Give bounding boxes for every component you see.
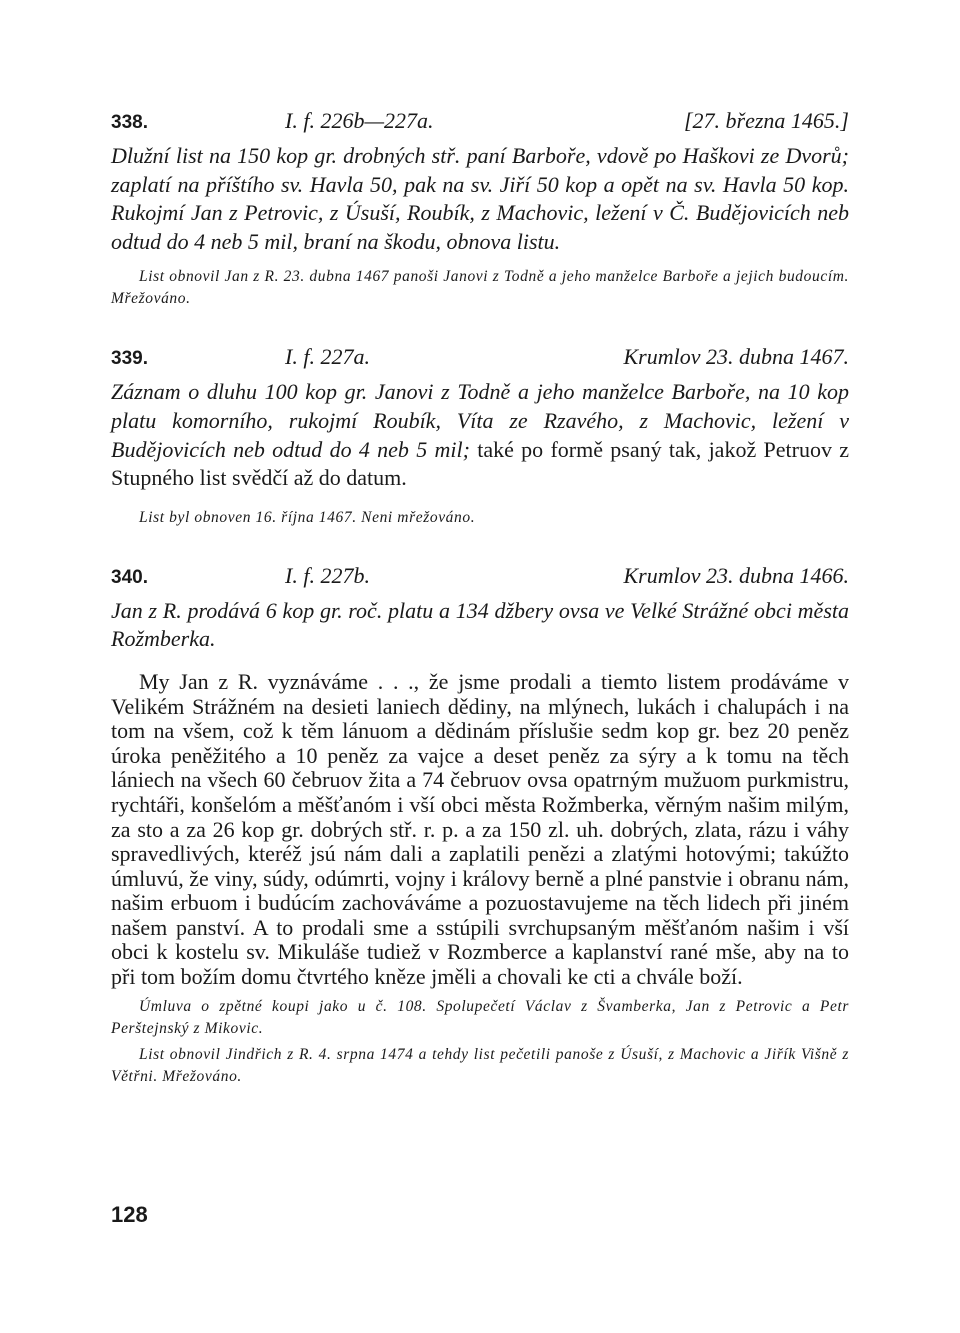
entry-heading bbox=[111, 108, 849, 142]
entry-note-renewal: List obnovil Jindřich z R. 4. srpna 1474 a tehdy list pečetili panoše z Úsuší, z Machovic a Jiřík Višně z Větřni. Mřežováno. bbox=[111, 1045, 849, 1085]
entry-number: 338. bbox=[111, 112, 148, 133]
entry-340 bbox=[111, 563, 849, 1088]
folio-reference: I. f. 227a. bbox=[285, 344, 370, 370]
folio-reference: I. f. 227b. bbox=[285, 562, 370, 588]
entry-date: [27. března 1465.] bbox=[683, 108, 849, 133]
folio-reference: I. f. 226b—227a. bbox=[285, 108, 434, 133]
entry-heading bbox=[111, 563, 849, 597]
page-content bbox=[111, 108, 849, 1088]
entry-339 bbox=[111, 344, 849, 528]
entry-regest: Dlužní list na 150 kop gr. drobných stř. paní Barboře, vdově po Haškovi ze Dvorů; zaplatí na příštího sv. Havla 50, pak na sv. Jiří 50 kop a opět na sv. Havla 50 kop. Rukojmí Jan z Petrovic, z Úsuší, Roubík, z Machovic, ležení v Č. Budějovicích neb odtud do 4 neb 5 mil, braní na škodu, obnova listu. bbox=[111, 143, 849, 254]
entry-number: 339. bbox=[111, 348, 148, 370]
entry-note: List obnovil Jan z R. 23. dubna 1467 panoši Janovi z Todně a jeho manželce Barboře a jejich budoucím. Mřežováno. bbox=[111, 268, 849, 308]
entry-number: 340. bbox=[111, 566, 148, 588]
entry-338 bbox=[111, 108, 849, 310]
entry-note: List byl obnoven 16. října 1467. Neni mřežováno. bbox=[139, 508, 476, 526]
entry-date: Krumlov 23. dubna 1467. bbox=[623, 344, 849, 370]
charter-text: My Jan z R. vyznáváme . . ., že jsme prodali a tiemto listem prodáváme v Velikém Strážném na desieti laniech dědiny, na mlýnech, lukách i chalupách i na tom na všem, což k těm lánuom a dědinám příslušie sedm kop gr. bez 20 peněz úroka peněžitého a 10 peněz za vajce a deset peněz za sýry a k tomu na těch lániech na všech 60 čebruov žita a 74 čebruov ovsa opatrným mužuom purkmistru, rychtáři, konšelóm a měšťanóm i vší obci města Rožmberka, věrným našim milým, za sto a za 26 kop gr. dobrých stř. r. p. a za 150 zl. uh. dobrých, zlata, rázu i váhy spravedlivých, kteréž jsú nám dali a zaplatili penězi a zlatými hotovými; takúžto úmluvú, že viny, súdy, odúmrti, vojny i královy berně a plné panstvie i obranu nám, našim erbuom i budúcím zachováváme a pozuostavujeme na těch lidech při jiném našem panství. A to prodali sme a sstúpili svrchupsaným měšťanóm našim i vší obci k kostelu sv. Mikuláše tudiež v Rozmberce a kaplanství rané mše, aby na to při tom božím domu čtvrtého kněze jměli a chovali ke cti a chvále boží. bbox=[111, 668, 849, 990]
regest-italic-part: Záznam o dluhu 100 kop gr. Janovi z Todně a jeho manželce Barboře, na 10 kop platu komorního, rukojmí Roubík, Víta ze Rzavého, z Machovic, ležení v Budějovicích neb odtud do 4 neb 5 mil; bbox=[111, 379, 849, 462]
entry-note: Úmluva o zpětné koupi jako u č. 108. Spolupečetí Václav z Švamberka, Jan z Petrovic a Petr Perštejnský z Mikovic. bbox=[111, 997, 849, 1037]
entry-regest bbox=[111, 378, 849, 492]
entry-regest: Jan z R. prodává 6 kop gr. roč. platu a 134 džbery ovsa ve Velké Strážné obci města Rožmberka. bbox=[111, 597, 849, 652]
regest-upright-part: také po formě psaný tak, jakož Petruov z Stupného list svědčí až do datum. bbox=[111, 436, 849, 491]
entry-date: Krumlov 23. dubna 1466. bbox=[623, 562, 849, 588]
entry-heading bbox=[111, 344, 849, 378]
page-number: 128 bbox=[111, 1202, 148, 1227]
